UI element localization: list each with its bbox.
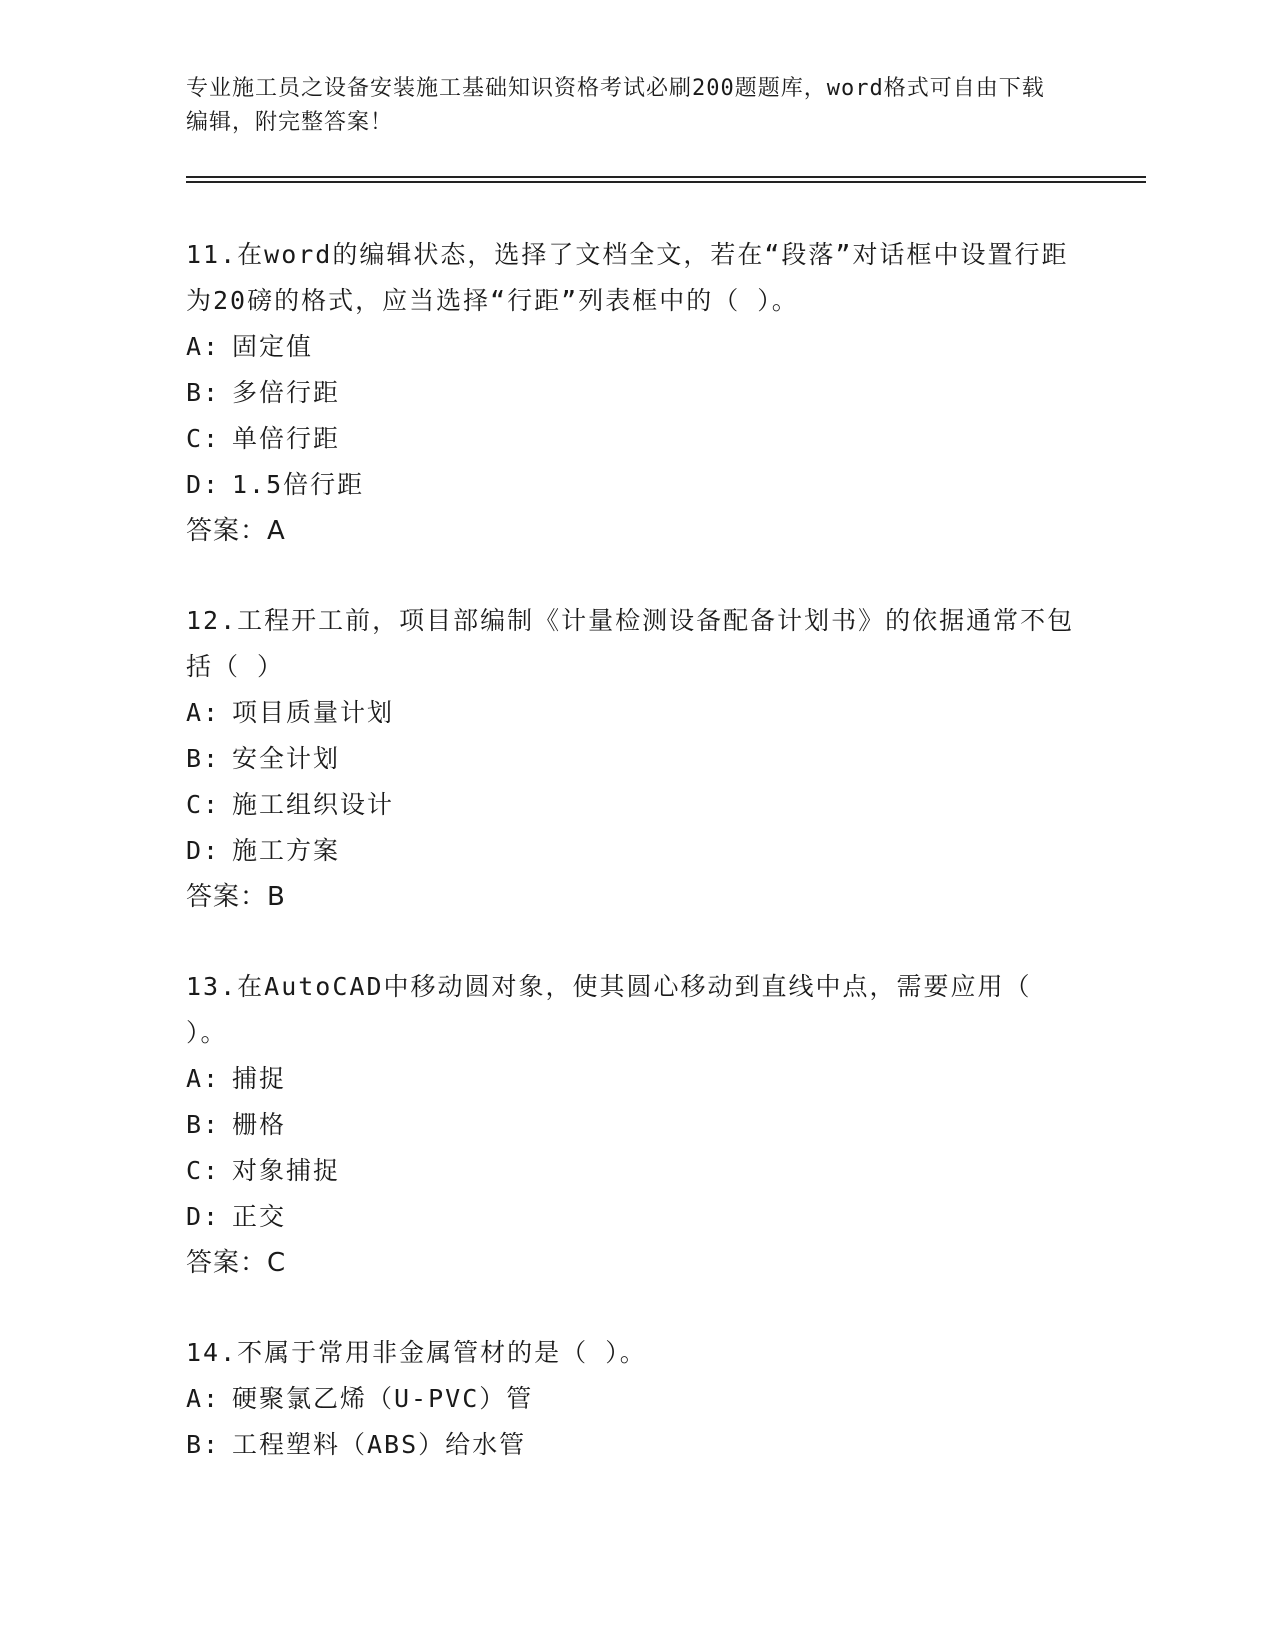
option-a bbox=[186, 1056, 1086, 1102]
option-label: C: bbox=[186, 1156, 221, 1185]
option-text: 硬聚氯乙烯（U-PVC）管 bbox=[232, 1384, 534, 1413]
option-label: B: bbox=[186, 1430, 221, 1459]
option-label: B: bbox=[186, 744, 221, 773]
option-label: B: bbox=[186, 1110, 221, 1139]
option-d bbox=[186, 1194, 1086, 1240]
option-text: 工程塑料（ABS）给水管 bbox=[232, 1430, 527, 1459]
question-stem: 12.工程开工前，项目部编制《计量检测设备配备计划书》的依据通常不包括（ ） bbox=[186, 606, 1075, 681]
option-label: D: bbox=[186, 470, 221, 499]
header-divider-line bbox=[186, 176, 1146, 178]
question-11 bbox=[186, 232, 1086, 554]
option-a bbox=[186, 324, 1086, 370]
question-list bbox=[186, 232, 1086, 1512]
option-a bbox=[186, 1376, 1086, 1422]
question-12 bbox=[186, 598, 1086, 920]
question-stem: 13.在AutoCAD中移动圆对象，使其圆心移动到直线中点，需要应用（ ）。 bbox=[186, 972, 1032, 1047]
option-c bbox=[186, 782, 1086, 828]
option-label: A: bbox=[186, 332, 221, 361]
question-13 bbox=[186, 964, 1086, 1286]
header-divider-line bbox=[186, 181, 1146, 183]
option-label: C: bbox=[186, 790, 221, 819]
answer-line: 答案：C bbox=[186, 1248, 287, 1278]
option-c bbox=[186, 416, 1086, 462]
option-label: D: bbox=[186, 836, 221, 865]
option-label: D: bbox=[186, 1202, 221, 1231]
option-c bbox=[186, 1148, 1086, 1194]
option-text: 固定值 bbox=[232, 332, 314, 361]
option-text: 安全计划 bbox=[232, 744, 341, 773]
option-b bbox=[186, 370, 1086, 416]
question-14 bbox=[186, 1330, 1086, 1468]
option-label: A: bbox=[186, 698, 221, 727]
answer-line: 答案：A bbox=[186, 516, 286, 546]
option-b bbox=[186, 1422, 1086, 1468]
answer-line: 答案：B bbox=[186, 882, 286, 912]
option-text: 捕捉 bbox=[232, 1064, 287, 1093]
option-text: 施工组织设计 bbox=[232, 790, 395, 819]
option-d bbox=[186, 828, 1086, 874]
option-text: 多倍行距 bbox=[232, 378, 341, 407]
option-d bbox=[186, 462, 1086, 508]
option-label: B: bbox=[186, 378, 221, 407]
option-label: A: bbox=[186, 1384, 221, 1413]
question-stem: 14.不属于常用非金属管材的是（ ）。 bbox=[186, 1338, 647, 1367]
option-b bbox=[186, 1102, 1086, 1148]
option-a bbox=[186, 690, 1086, 736]
option-text: 栅格 bbox=[232, 1110, 287, 1139]
option-text: 1.5倍行距 bbox=[232, 470, 365, 499]
question-stem: 11.在word的编辑状态，选择了文档全文，若在“段落”对话框中设置行距为20磅的格式，应当选择“行距”列表框中的（ ）。 bbox=[186, 240, 1069, 315]
option-b bbox=[186, 736, 1086, 782]
document-header: 专业施工员之设备安装施工基础知识资格考试必刷200题题库，word格式可自由下载编辑，附完整答案！ bbox=[186, 76, 1045, 135]
option-text: 项目质量计划 bbox=[232, 698, 395, 727]
option-text: 施工方案 bbox=[232, 836, 341, 865]
option-label: C: bbox=[186, 424, 221, 453]
option-text: 正交 bbox=[232, 1202, 287, 1231]
option-text: 单倍行距 bbox=[232, 424, 341, 453]
option-label: A: bbox=[186, 1064, 221, 1093]
option-text: 对象捕捉 bbox=[232, 1156, 341, 1185]
